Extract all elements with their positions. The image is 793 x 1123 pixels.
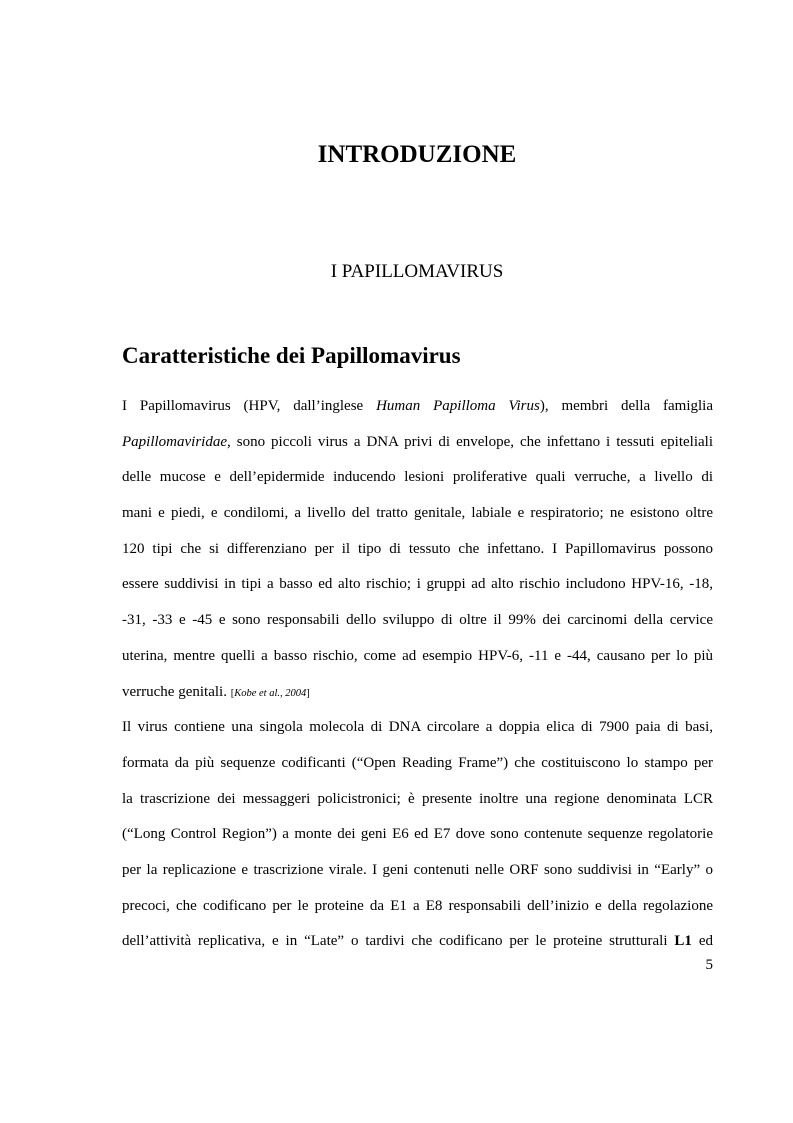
text-line: -31, -33 e -45 e sono responsabili dello sviluppo di oltre il 99% dei carcinomi della cervice xyxy=(122,612,713,629)
text-line: precoci, che codificano per le proteine da E1 a E8 responsabili dell’inizio e della regolazione xyxy=(122,897,713,914)
text-run: sono piccoli virus a DNA privi di envelope, che infettano i tessuti epiteliali xyxy=(230,433,713,450)
citation-bracket: [ xyxy=(230,687,235,699)
italic-term: Human Papilloma Virus xyxy=(376,398,540,414)
text-line: Il virus contiene una singola molecola di DNA circolare a doppia elica di 7900 paia di basi, xyxy=(122,719,713,736)
citation xyxy=(231,688,310,699)
text-line xyxy=(122,429,713,465)
text-line: per la replicazione e trascrizione virale. I geni contenuti nelle ORF sono suddivisi in “Early” o xyxy=(122,861,713,878)
text-line xyxy=(122,679,713,715)
chapter-title: INTRODUZIONE xyxy=(317,141,517,168)
italic-term: Papillomaviridae, xyxy=(122,433,231,450)
text-line: la trascrizione dei messaggeri policistronici; è presente inoltre una regione denominata LCR xyxy=(122,790,713,807)
text-run: ed xyxy=(691,933,713,950)
citation-text: Kobe et al., 2004 xyxy=(234,687,307,699)
section-title: I PAPILLOMAVIRUS xyxy=(330,261,504,282)
text-line: formata da più sequenze codificanti (“Open Reading Frame”) che costituiscono lo stampo per xyxy=(122,754,713,771)
text-line: uterina, mentre quelli a basso rischio, come ad esempio HPV-6, -11 e -44, causano per lo più xyxy=(122,647,713,664)
text-line: mani e piedi, e condilomi, a livello del tratto genitale, labiale e respiratorio; ne esistono oltre xyxy=(122,505,713,522)
body-text xyxy=(122,393,713,964)
text-line xyxy=(122,928,713,964)
page-number: 5 xyxy=(705,957,713,973)
citation-bracket: ] xyxy=(306,687,310,699)
text-run: I Papillomavirus (HPV, dall’inglese xyxy=(122,398,377,414)
text-run: dell’attività replicativa, e in “Late” o tardivi che codificano per le proteine strutturali xyxy=(122,933,675,950)
text-line: (“Long Control Region”) a monte dei geni E6 ed E7 dove sono contenute sequenze regolatorie xyxy=(122,826,713,843)
text-line: essere suddivisi in tipi a basso ed alto rischio; i gruppi ad alto rischio includono HPV-16, -18, xyxy=(122,576,713,593)
text-run: ), membri della famiglia xyxy=(539,398,714,414)
text-run: verruche genitali. xyxy=(122,683,231,700)
text-line xyxy=(122,393,713,429)
bold-term: L1 xyxy=(674,933,692,950)
subsection-title: Caratteristiche dei Papillomavirus xyxy=(122,343,461,368)
text-line: 120 tipi che si differenziano per il tipo di tessuto che infettano. I Papillomavirus possono xyxy=(122,540,713,557)
text-line: delle mucose e dell’epidermide inducendo lesioni proliferative quali verruche, a livello di xyxy=(122,469,713,486)
